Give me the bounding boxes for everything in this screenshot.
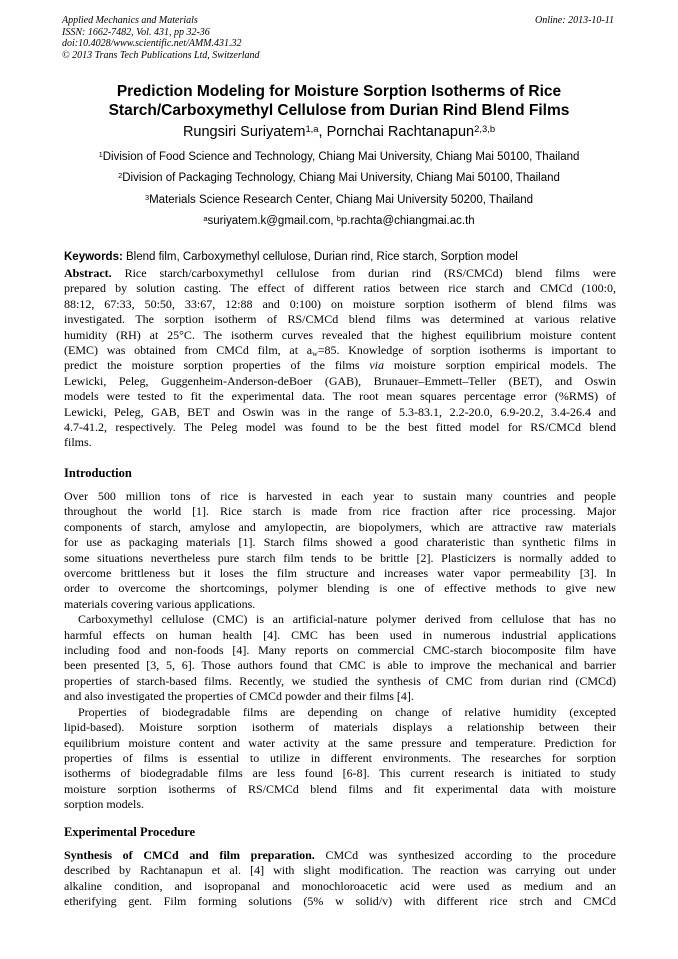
paragraph-line: overcome brittleness but it loses the film structure and increases water vapor permeability [3]. In — [64, 566, 616, 581]
abstract-label: Abstract. — [64, 266, 112, 280]
online-date: Online: 2013-10-11 — [535, 15, 614, 26]
paragraph-line: Properties of biodegradable films are depending on change of relative humidity (excepted — [78, 704, 616, 719]
abstract-line: models were tested to fit the experimental data. The root mean squares percentage error (%RMS) of — [64, 389, 616, 404]
abstract-line: 4.7-41.2, respectively. The Peleg model was found to be the best fitted model for RS/CMCd blend — [64, 420, 616, 435]
section-heading: Introduction — [64, 466, 132, 480]
affiliation — [20, 193, 658, 207]
affiliation-text: Division of Packaging Technology, Chiang Mai University, Chiang Mai 50100, Thailand — [122, 172, 560, 184]
title-line: Starch/Carboxymethyl Cellulose from Durian Rind Blend Films — [108, 102, 570, 119]
abstract-line: investigated. The sorption isotherm of RS/CMCd blend films was determined at various relative — [64, 312, 616, 327]
affiliation-marker: 2 — [118, 170, 123, 180]
journal-name: Applied Mechanics and Materials — [62, 15, 198, 26]
abstract-line: Lewicki, Peleg, Guggenheim-Anderson-deBoer (GAB), Brunauer–Emmett–Teller (BET), and Oswin — [64, 373, 616, 388]
affiliation-marker: 3 — [144, 192, 150, 202]
author-list — [20, 123, 658, 141]
abstract-line: predict the moisture sorption properties of the films via moisture sorption empirical models. The — [64, 358, 616, 373]
keywords — [64, 250, 616, 264]
abstract-line: Abstract. Rice starch/carboxymethyl cellulose from durian rind (RS/CMCd) blend films were — [64, 266, 616, 280]
paragraph-line: Over 500 million tons of rice is harvested in each year to sustain many countries and people — [64, 489, 616, 503]
paragraph-line: been presented [3, 5, 6]. Those authors found that CMC is able to improve the mechanical and barrier — [64, 658, 616, 673]
keywords-text: Blend film, Carboxymethyl cellulose, Durian rind, Rice starch, Sorption model — [122, 251, 518, 263]
affiliation-marker: 1 — [98, 149, 103, 159]
paragraph-line: moisture sorption isotherms of RS/CMCd blend films and fit experimental data with moisture — [64, 781, 616, 796]
email-marker: a — [203, 213, 208, 223]
paragraph-line: Carboxymethyl cellulose (CMC) is an artificial-nature polymer derived from cellulose that has no — [78, 612, 616, 627]
author-affil-marker: 1,a — [305, 122, 319, 134]
journal-info — [62, 15, 260, 61]
keywords-label: Keywords: — [64, 251, 123, 263]
abstract-line: films. — [64, 435, 92, 450]
email-link[interactable]: suriyatem.k@gmail.com, — [207, 215, 337, 227]
paragraph-line: materials covering various applications. — [64, 596, 256, 611]
paragraph-line: including food and non-foods [4]. Many reports on commercial CMC-starch biocomposite film have — [64, 643, 616, 658]
paragraph-line: described by Rachtanapun et al. [4] with slight modification. The reaction was carrying out under — [64, 863, 616, 878]
section-heading: Experimental Procedure — [64, 825, 196, 839]
experimental-body — [64, 848, 616, 910]
paragraph-line: properties of films is essential to utilize in different environments. The researches for sorption — [64, 750, 616, 765]
abstract — [64, 266, 616, 451]
journal-copyright: © 2013 Trans Tech Publications Ltd, Switzerland — [62, 49, 260, 61]
affiliation-text: Materials Science Research Center, Chiang Mai University 50200, Thailand — [149, 194, 534, 206]
affiliation — [20, 171, 658, 185]
subscript: w — [312, 348, 318, 358]
paragraph-line: and also investigated the properties of CMCd powder and their films [4]. — [64, 689, 414, 704]
paragraph-line: throughout the world [1]. Rice starch is made from rice fraction after rice processing. Major — [64, 504, 616, 519]
paragraph-line: equilibrium moisture content and water activity at the same pressure and temperature. Prediction for — [64, 735, 616, 750]
run-in-heading: Synthesis of CMCd and film preparation. — [64, 848, 315, 862]
author-emails — [20, 214, 658, 228]
paragraph-line: isotherms of biodegradable films are less found [6-8]. This current research is initiated to study — [64, 766, 616, 781]
paragraph-line: lipid-based). Moisture sorption isotherm of materials displays a relationship between their — [64, 720, 616, 735]
introduction-body — [64, 489, 616, 813]
abstract-line: Lewicki, Peleg, GAB, BET and Oswin was in the range of 5.3-83.1, 2.2-20.0, 6.9-20.2, 3.4-26.4 and — [64, 404, 616, 419]
title-line: Prediction Modeling for Moisture Sorption Isotherms of Rice — [116, 83, 562, 100]
abstract-line: prepared by solution casting. The effect of different ratios between rice starch and CMCd (100:0, — [64, 281, 616, 296]
journal-doi: doi:10.4028/www.scientific.net/AMM.431.32 — [62, 38, 242, 49]
abstract-line: 88:12, 67:33, 50:50, 33:67, 12:88 and 0:100) on moisture sorption isotherm of blend films was — [64, 296, 616, 311]
abstract-line: humidity (RH) at 25°C. The isotherm curves revealed that the highest equilibrium moisture content — [64, 327, 616, 342]
paragraph-line: components of starch, amylose and amylopectin, are biopolymers, which are attractive raw materials — [64, 519, 616, 534]
paragraph-line: order to overcome the shortcomings, polymer blending is one of effective methods to give new — [64, 581, 616, 596]
email-marker: b — [336, 213, 341, 223]
affiliation — [20, 150, 658, 164]
paragraph-line: properties of starch-based films. Recently, we studied the synthesis of CMC from durian rind (CMCd) — [64, 673, 616, 688]
author-separator: , — [318, 124, 327, 140]
abstract-line: (EMC) was obtained from CMCd film, at $a_w=85$. Knowledge of sorption isotherms is important to — [64, 343, 616, 358]
paragraph-line: etherifying gent. Film forming solutions (5% w solid/v) with different rice strch and CMCd — [64, 894, 616, 909]
paragraph-line: harmful effects on human health [4]. CMC has been used in numerous industrial applications — [64, 627, 616, 642]
affiliation-text: Division of Food Science and Technology, Chiang Mai University, Chiang Mai 50100, Thailand — [102, 151, 580, 163]
email-link[interactable]: p.rachta@chiangmai.ac.th — [340, 215, 475, 227]
paragraph-line: sorption models. — [64, 797, 144, 812]
author-name: Rungsiri Suriyatem — [182, 124, 306, 140]
author-affil-marker: 2,3,b — [474, 122, 496, 134]
paragraph-line: some situations nevertheless pure starch film tends to be brittle [2]. Plasticizers is normally added to — [64, 550, 616, 565]
italic-term: via — [369, 358, 385, 373]
paragraph-line: Synthesis of CMCd and film preparation. CMCd was synthesized according to the procedure — [64, 848, 617, 862]
paragraph-line: alkaline condition, and isopropanal and monochloroacetic acid were used as medium and an — [64, 878, 616, 893]
author-name: Pornchai Rachtanapun — [326, 124, 475, 140]
journal-issn: ISSN: 1662-7482, Vol. 431, pp 32-36 — [62, 26, 210, 38]
paper-title — [40, 82, 638, 120]
paragraph-line: for use as packaging materials [1]. Starch films showed a good charateristic than synthetic films in — [64, 535, 616, 550]
